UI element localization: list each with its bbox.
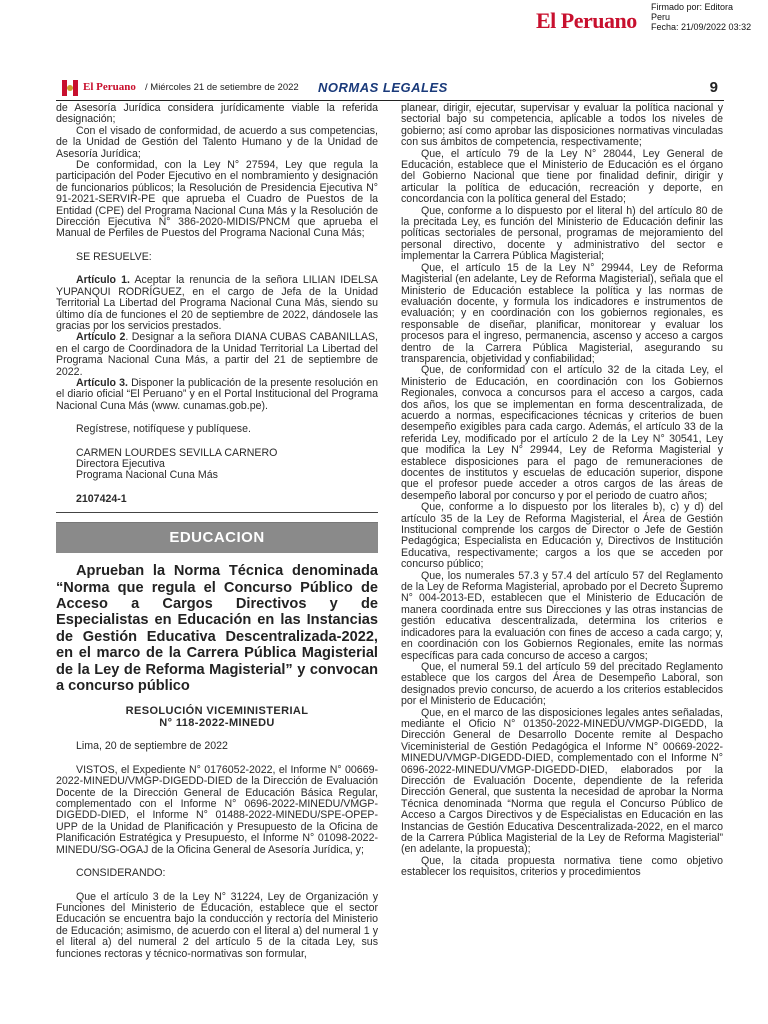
paragraph: Que, conforme a lo dispuesto por los literales b), c) y d) del artículo 35 de la Ley de Reforma Magisterial, el Área de Gestión Institucional comprende los cargos de Director o Jefe de Gestión Pedagógica; Especialista en Educación y, Directivos de Institución Educativa, respectivamente; cargos a los que se acceden por concurso público; (401, 501, 723, 571)
paragraph: Que, el artículo 79 de la Ley N° 28044, Ley General de Educación, establece que el Ministerio de Educación es el órgano del Gobierno Nacional que tiene por finalidad definir, dirigir y articular la política de educación, recreación y deporte, en concordancia con la política general del Estado; (401, 147, 723, 206)
resolves-heading: SE RESUELVE: (76, 250, 152, 263)
section-banner (56, 522, 378, 553)
page-number: 9 (709, 79, 718, 96)
article-label: Artículo 3. (76, 376, 128, 389)
paragraph: Que, los numerales 57.3 y 57.4 del artículo 57 del Reglamento de la Ley de Reforma Magisterial, aprobado por el Decreto Supremo N° 004-2013-ED, establecen que el Ministerio de Educación de manera coordinada entre sus Direcciones y las otras instancias de gestión educativa descentralizada, determina los criterios e indicadores para la evaluación con fines de acceso a cada cargo; y, en coordinación con los Gobiernos Regionales, emite las normas específicas para cada concurso de acceso a cargos; (401, 569, 723, 662)
signer-entity: Programa Nacional Cuna Más (76, 469, 218, 482)
paragraph: Que, el artículo 15 de la Ley N° 29944, Ley de Reforma Magisterial (en adelante, Ley de Reforma Magisterial), señala que el Ministerio de Educación establece la política y las normas de evaluación docente, y formula los indicadores e instrumentos de evaluación; y en coordinación con los gobiernos regionales, es responsable de diseñar, planificar, monitorear y evaluar los procesos para el ingreso, permanencia, ascenso y acceso a cargos dentro de la Carrera Pública Magisterial, asegurando su transparencia, objetividad y confiabilidad; (401, 261, 723, 365)
section-divider (56, 512, 378, 513)
considerando-heading: CONSIDERANDO: (76, 867, 166, 880)
paragraph: Que, el numeral 59.1 del artículo 59 del precitado Reglamento establece que los cargos del Área de Desempeño Laboral, son designados previo concurso, de acuerdo a los criterios establecidos por el Ministerio de Educación; (401, 660, 723, 708)
header-paper-name: El Peruano (83, 81, 136, 93)
resolution-number: N° 118-2022-MINEDU (159, 717, 275, 730)
paragraph: Que, de conformidad con el artículo 32 de la citada Ley, el Ministerio de Educación, en coordinación con los Gobiernos Regionales, convoca a concursos para el acceso a cargos, cada dos años, los que se implementan en forma descentralizada, de acuerdo a normas, especificaciones técnicas y criterios de buen desempeño exigibles para cada cargo. Además, el artículo 33 de la referida Ley, modificado por el artículo 2 de la Ley N° 30541, Ley que modifica la Ley N° 29944, Ley de Reforma Magisterial y establece disposiciones para el pago de remuneraciones de docentes de institutos y escuelas de educación superior, dispone que el profesor puede acceder a otros cargos de las áreas de desempeño laboral por concurso y por el periodo de cuatro años; (401, 364, 723, 502)
paragraph: Que, conforme a lo dispuesto por el literal h) del artículo 80 de la precitada Ley, es función del Ministerio de Educación definir las políticas sectoriales de personal, programas de mejoramiento del personal directivo, docente y administrativo del sector e implementar la Carrera Pública Magisterial; (401, 204, 723, 263)
right-column (401, 103, 723, 879)
paragraph: planear, dirigir, ejecutar, supervisar y evaluar la política nacional y sectorial bajo su competencia, aplicable a todos los niveles de gobierno; así como aprobar las disposiciones normativas vinculadas con sus ámbitos de competencia, respectivamente; (401, 102, 723, 149)
article-3 (56, 378, 378, 412)
closing-formula: Regístrese, notifíquese y publíquese. (76, 423, 251, 436)
article-text: Aceptar la renuncia de la señora LILIAN IDELSA YUPANQUI RODRÍGUEZ, en el cargo de Jefa de la Unidad Territorial La Libertad del Programa Nacional Cuna Más, siendo su último día de funciones el 20 de septiembre de 2022, dándosele las gracias por los servicios prestados. (56, 274, 378, 332)
left-column (56, 103, 378, 960)
digital-signature (651, 2, 751, 32)
signer-name: CARMEN LOURDES SEVILLA CARNERO (76, 446, 278, 459)
paragraph: Que, la citada propuesta normativa tiene como objetivo establecer los requisitos, criterios y procedimientos (401, 854, 723, 879)
header-section-title: NORMAS LEGALES (318, 80, 448, 95)
peru-seal-icon (62, 80, 78, 96)
article-label: Artículo 1. (76, 274, 130, 287)
section-banner-label: EDUCACION (169, 529, 265, 547)
article-label: Artículo 2 (76, 331, 126, 344)
article-text: . Designar a la señora DIANA CUBAS CABANILLAS, en el cargo de Coordinadora de la Unidad Territorial La Libertad del Programa Nacional Cuna Más, a partir del 21 de septiembre de 2022. (56, 331, 379, 378)
page-header (56, 78, 724, 101)
signature-line: Fecha: 21/09/2022 03:32 (651, 22, 752, 32)
paragraph: De conformidad, con la Ley N° 27594, Ley que regula la participación del Poder Ejecutivo en el nombramiento y designación de funcionarios públicos; la Resolución de Presidencia Ejecutiva N° 91-2021-SERVIR-PE que aprueba el Cuadro de Puestos de la Entidad (CPE) del Programa Nacional Cuna Más y la Resolución de Dirección Ejecutiva N° 386-2020-MIDIS/PNCM que aprueba el Manual de Perfiles de Puestos del Programa Nacional Cuna Más; (56, 159, 378, 240)
header-date: / Miércoles 21 de setiembre de 2022 (145, 82, 299, 93)
paragraph: Que el artículo 3 de la Ley N° 31224, Ley de Organización y Funciones del Ministerio de Educación, establece que el sector Educación se encuentra bajo la conducción y rectoría del Ministerio de Educación; asimismo, de acuerdo con el literal a) del numeral 1 y el literal a) del numeral 2 del artículo 5 de la citada Ley, sus funciones rectoras y técnico-normativas son formular, (56, 890, 378, 960)
paragraph: Que, en el marco de las disposiciones legales antes señaladas, mediante el Oficio N° 01350-2022-MINEDU/VMGP-DIGEDD, la Dirección General de Desarrollo Docente remite al Despacho Viceministerial de Gestión Pedagógica el Informe N° 00669-2022-MINEDU/VMGP-DIGEDD-DIED, complementado con el Informe N° 0696-2022-MINEDU/VMGP-DIGEDD-DIED, elaborados por la Dirección de Evaluación Docente, dependiente de la referida Dirección General, que sustenta la necesidad de aprobar la Norma Técnica denominada “Norma que regula el Concurso Público de Acceso a Cargos Directivos y de Especialistas en Educación en las Instancias de Gestión Educativa Descentralizada-2022, en el marco de la Carrera Pública Magisterial de la Ley de Reforma Magisterial” (en adelante, la propuesta); (401, 706, 723, 856)
vistos-paragraph: VISTOS, el Expediente N° 0176052-2022, el Informe N° 00669-2022-MINEDU/VMGP-DIGEDD-DIED de la Dirección de Evaluación Docente de la Dirección General de Educación Básica Regular, complementado con el Informe N° 0696-2022-MINEDU/VMGP-DIGEDD-DIED, el Informe N° 01488-2022-MINEDU/SPE-OPEP-UPP de la Unidad de Planificación y Presupuesto de la Oficina de Planificación Estratégica y Presupuesto, el Informe N° 01098-2022-MINEDU/SG-OGAJ de la Oficina General de Asesoría Jurídica, y; (56, 763, 378, 856)
resolution-type: RESOLUCIÓN VICEMINISTERIAL (125, 705, 309, 718)
article-text: Disponer la publicación de la presente resolución en el diario oficial “El Peruano” y en el Portal Institucional del Programa Nacional Cuna Más (www. cunamas.gob.pe). (56, 376, 378, 412)
document-code: 2107424-1 (76, 492, 127, 505)
paragraph: Con el visado de conformidad, de acuerdo a sus competencias, de la Unidad de Gestión del Talento Humano y de la Unidad de Asesoría Jurídica; (56, 124, 378, 160)
place-date: Lima, 20 de septiembre de 2022 (76, 740, 228, 753)
signature-line: Peru (651, 12, 671, 22)
article-1 (56, 275, 378, 332)
article-headline: Aprueban la Norma Técnica denominada “Norma que regula el Concurso Público de Acceso a Cargos Directivos y de Especialistas en Educación en las Instancias de Gestión Educativa Descentralizada-2022, en el marco de la Carrera Pública Magisterial de la Ley de Reforma Magisterial” y convocan a concurso público (56, 563, 378, 695)
resolution-title (56, 705, 378, 729)
el-peruano-logo: El Peruano (536, 8, 637, 33)
article-2 (56, 332, 378, 378)
signature-line: Firmado por: Editora (651, 2, 734, 12)
paragraph: de Asesoría Jurídica considera jurídicamente viable la referida designación; (56, 102, 378, 126)
signer-title: Directora Ejecutiva (76, 457, 165, 470)
